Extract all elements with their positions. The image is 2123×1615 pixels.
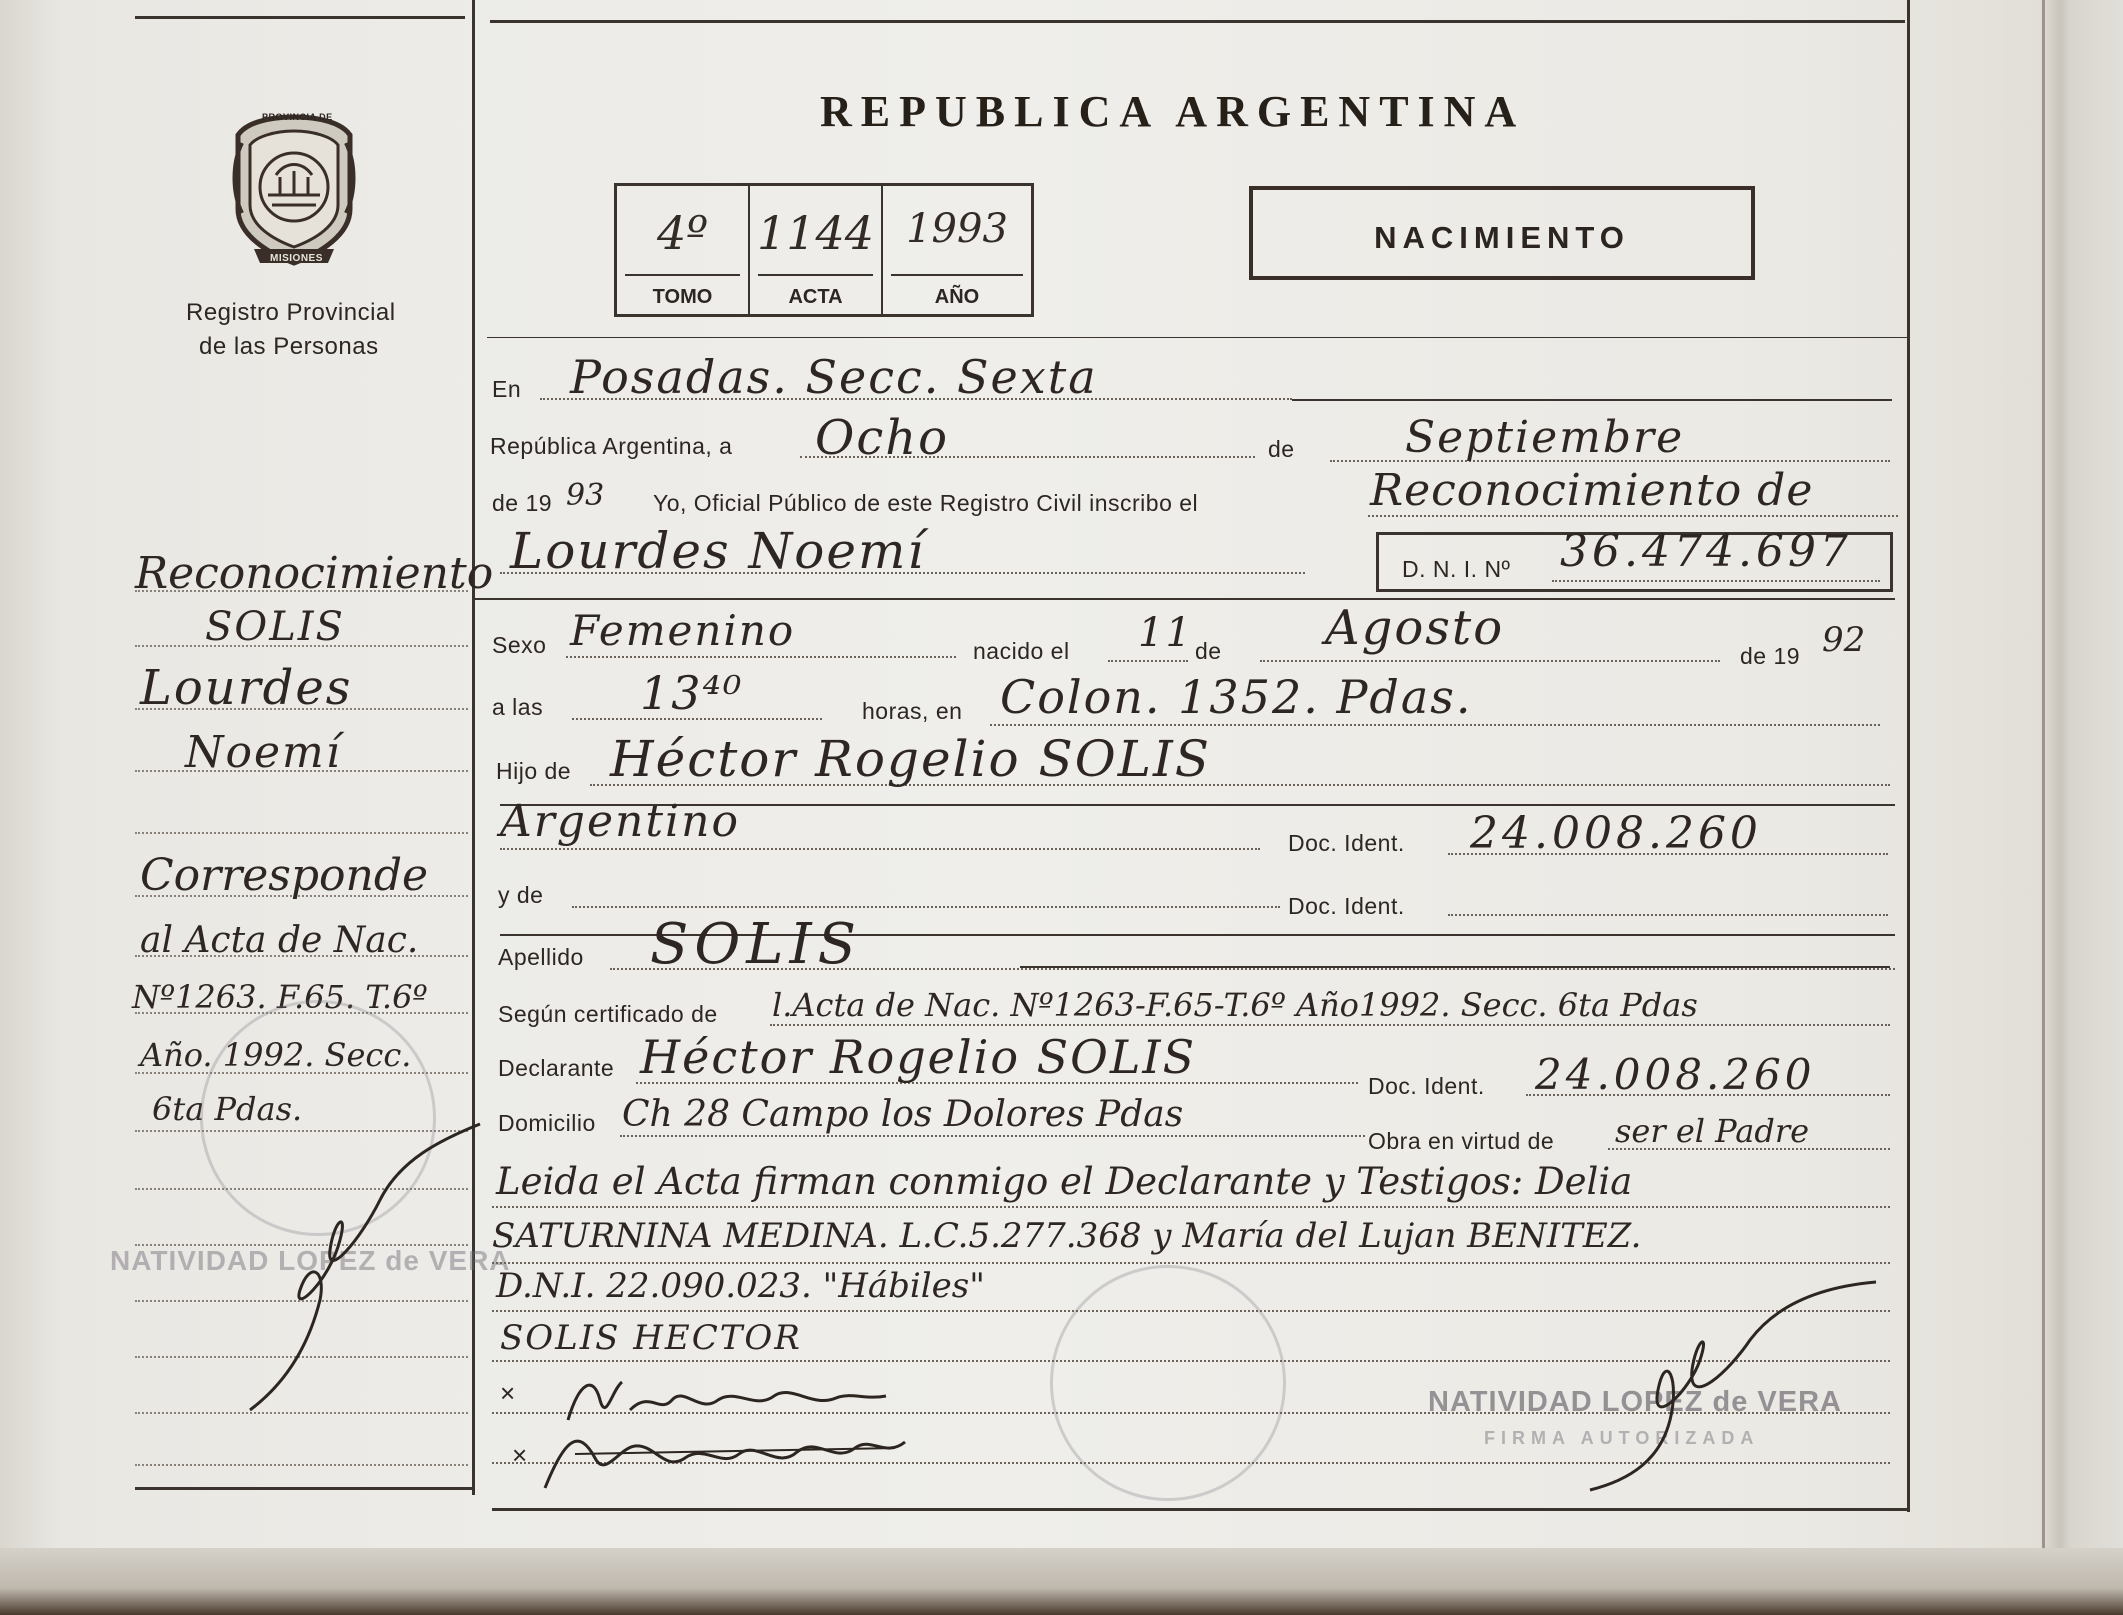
narrative-dotted-line-2 (492, 1262, 1890, 1264)
witness-mark-1: × (500, 1378, 516, 1408)
a-las-label: a las (492, 694, 544, 720)
dni-label: D. N. I. Nº (1402, 556, 1511, 582)
mother-doc-dotted-line (1448, 914, 1888, 916)
top-rule-right (490, 20, 1905, 23)
tomo-cell (617, 186, 750, 314)
page-title: REPUBLICA ARGENTINA (820, 87, 1526, 136)
register-box (614, 183, 1034, 317)
declarante-doc-label: Doc. Ident. (1368, 1073, 1485, 1099)
domicilio-label: Domicilio (498, 1110, 596, 1136)
witness-mark-2: × (512, 1440, 528, 1470)
anio-label: AÑO (934, 286, 980, 308)
seal-top-text: PROVINCIA DE (262, 112, 333, 122)
name-value: Lourdes Noemí (510, 522, 926, 580)
obra-label: Obra en virtud de (1368, 1128, 1555, 1154)
father-value: Héctor Rogelio SOLIS (610, 730, 1211, 788)
left-stamp-name: NATIVIDAD LOPEZ de VERA (110, 1245, 511, 1276)
record-type-box (1249, 186, 1755, 280)
margin-note-acta: al Acta de Nac. (140, 920, 419, 961)
seal-bottom-text: MISIONES (270, 253, 323, 264)
margin-note-section: 6ta Pdas. (152, 1090, 303, 1128)
birth-year-value: 92 (1822, 620, 1866, 660)
official-signature-right (1570, 1280, 1880, 1510)
acta-label: ACTA (788, 286, 843, 308)
y-de-label: y de (498, 882, 544, 908)
birth-day-dotted-line (1108, 660, 1188, 662)
misiones-coat-of-arms-logo (228, 113, 360, 269)
acta-value: 1144 (756, 206, 875, 260)
mother-dotted-line (572, 906, 1280, 908)
birth-year-prefix: de 19 (1740, 643, 1801, 669)
year-value: 93 (566, 478, 605, 513)
right-frame (1907, 0, 1910, 1512)
hijo-label: Hijo de (496, 758, 572, 784)
narrative-line-1: Leida el Acta firman conmigo el Declarante y Testigos: Delia (496, 1160, 1633, 1203)
form-top-rule (487, 337, 1907, 338)
margin-rule (135, 1464, 468, 1466)
month-de-label: de (1268, 436, 1295, 462)
apellido-value: SOLIS (650, 912, 862, 977)
time-value: 13⁴⁰ (640, 666, 744, 720)
margin-note-surname: SOLIS (205, 604, 345, 650)
dni-value: 36.474.697 (1560, 526, 1852, 577)
sexo-label: Sexo (492, 632, 547, 658)
narrative-dotted-line-1 (492, 1206, 1890, 1208)
certificado-dotted-line (770, 1024, 1890, 1026)
margin-note-first-name: Lourdes (140, 660, 353, 716)
place-value: Colon. 1352. Pdas. (1000, 670, 1473, 724)
narrative-line-3: D.N.I. 22.090.023. "Hábiles" (496, 1266, 985, 1306)
officer-text: Yo, Oficial Público de este Registro Civil inscribo el (653, 490, 1199, 516)
margin-rule (135, 832, 468, 834)
nationality-dotted-line (500, 848, 1260, 850)
agency-name-line1: Registro Provincial (186, 299, 396, 326)
record-type-label: NACIMIENTO (1374, 220, 1630, 255)
acta-rule (758, 274, 873, 276)
official-signature-left (230, 1120, 490, 1420)
margin-note-second-name: Noemí (185, 727, 342, 778)
anio-cell (883, 186, 1031, 314)
declarante-value: Héctor Rogelio SOLIS (640, 1030, 1197, 1084)
domicilio-dotted-line (620, 1135, 1365, 1137)
sexo-value: Femenino (570, 606, 796, 655)
en-label: En (492, 376, 522, 402)
page-fold (2042, 0, 2045, 1615)
tomo-label: TOMO (652, 286, 713, 308)
narrative-line-2: SATURNINA MEDINA. L.C.5.277.368 y María del Lujan BENITEZ. (492, 1216, 1642, 1256)
sexo-dotted-line (566, 656, 956, 658)
day-value: Ocho (815, 410, 950, 466)
page-bottom-edge (0, 1548, 2123, 1615)
certificado-label: Según certificado de (498, 1001, 718, 1027)
certificado-value: l.Acta de Nac. Nº1263-F.65-T.6º Año1992. Secc. 6ta Pdas (772, 986, 1698, 1024)
father-doc-value: 24.008.260 (1470, 808, 1762, 859)
margin-note-corresponde: Corresponde (140, 850, 429, 901)
official-stamp-center (1050, 1265, 1286, 1501)
month-value: Septiembre (1405, 412, 1685, 463)
right-stamp-name: NATIVIDAD LOPEZ de VERA (1428, 1386, 1842, 1418)
tomo-value: 4º (657, 206, 708, 260)
margin-note-year: Año. 1992. Secc. (140, 1036, 412, 1074)
margin-note-reconocimiento: Reconocimiento (135, 548, 494, 599)
margin-note-number: Nº1263. F.65. T.6º (132, 978, 428, 1016)
acta-cell (750, 186, 883, 314)
witness-signature-2 (535, 1418, 915, 1498)
year-prefix-label: de 19 (492, 490, 553, 516)
en-solid-line (1292, 399, 1892, 401)
right-stamp-caption: FIRMA AUTORIZADA (1484, 1428, 1760, 1448)
mother-doc-label: Doc. Ident. (1288, 893, 1405, 919)
declarante-label: Declarante (498, 1055, 615, 1081)
father-doc-label: Doc. Ident. (1288, 830, 1405, 856)
birth-month-dotted-line (1260, 660, 1720, 662)
domicilio-value: Ch 28 Campo los Dolores Pdas (622, 1094, 1184, 1135)
place-dotted-line (990, 724, 1880, 726)
anio-value: 1993 (906, 206, 1008, 252)
republica-label: República Argentina, a (490, 433, 733, 459)
top-rule-left (135, 16, 465, 19)
apellido-solid-line (1020, 966, 1890, 968)
declarante-doc-value: 24.008.260 (1535, 1050, 1816, 1099)
agency-name-line2: de las Personas (199, 333, 379, 360)
en-value: Posadas. Secc. Sexta (570, 350, 1098, 404)
inscribe-value: Reconocimiento de (1370, 465, 1814, 516)
tomo-rule (625, 274, 740, 276)
dni-dotted-line (1552, 580, 1880, 582)
signer-name: SOLIS HECTOR (500, 1318, 802, 1358)
bottom-rule-left (135, 1487, 472, 1490)
birth-day-value: 11 (1138, 610, 1193, 656)
apellido-label: Apellido (498, 944, 584, 970)
obra-value: ser el Padre (1615, 1112, 1810, 1150)
horas-label: horas, en (862, 698, 963, 724)
father-nationality-value: Argentino (500, 796, 740, 847)
birth-de-label: de (1195, 638, 1222, 664)
identity-section-rule (475, 598, 1895, 600)
birth-month-value: Agosto (1325, 600, 1505, 656)
nacido-label: nacido el (973, 638, 1070, 664)
anio-rule (891, 274, 1023, 276)
